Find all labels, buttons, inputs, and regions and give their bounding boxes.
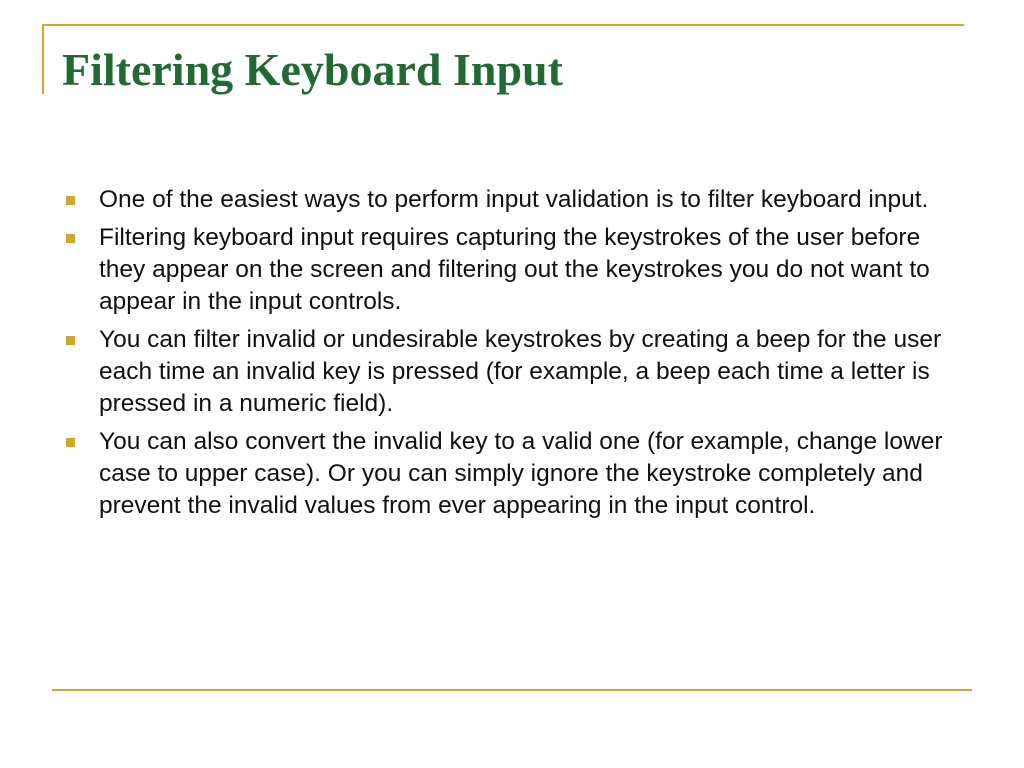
- bullet-text: You can filter invalid or undesirable keystrokes by creating a beep for the user each time an invalid key is pressed (for example, a beep each time a letter is pressed in a numeric field).: [99, 326, 942, 417]
- bullet-item: [66, 426, 966, 522]
- bullet-item: [66, 324, 966, 420]
- square-bullet-icon: [66, 336, 75, 345]
- bullet-item: [66, 184, 966, 216]
- bullet-list: [66, 184, 966, 528]
- slide-title: Filtering Keyboard Input: [62, 44, 563, 95]
- bullet-item: [66, 222, 966, 318]
- left-divider: [42, 24, 44, 94]
- bullet-text: Filtering keyboard input requires capturing the keystrokes of the user before they appear on the screen and filtering out the keystrokes you do not want to appear in the input controls.: [99, 224, 930, 315]
- square-bullet-icon: [66, 438, 75, 447]
- square-bullet-icon: [66, 196, 75, 205]
- bottom-divider: [52, 689, 972, 691]
- square-bullet-icon: [66, 234, 75, 243]
- top-divider: [42, 24, 964, 26]
- bullet-text: You can also convert the invalid key to a valid one (for example, change lower case to upper case). Or you can simply ignore the keystroke completely and prevent the invalid values from ever appearing in the input control.: [99, 428, 943, 519]
- bullet-text: One of the easiest ways to perform input validation is to filter keyboard input.: [99, 186, 929, 213]
